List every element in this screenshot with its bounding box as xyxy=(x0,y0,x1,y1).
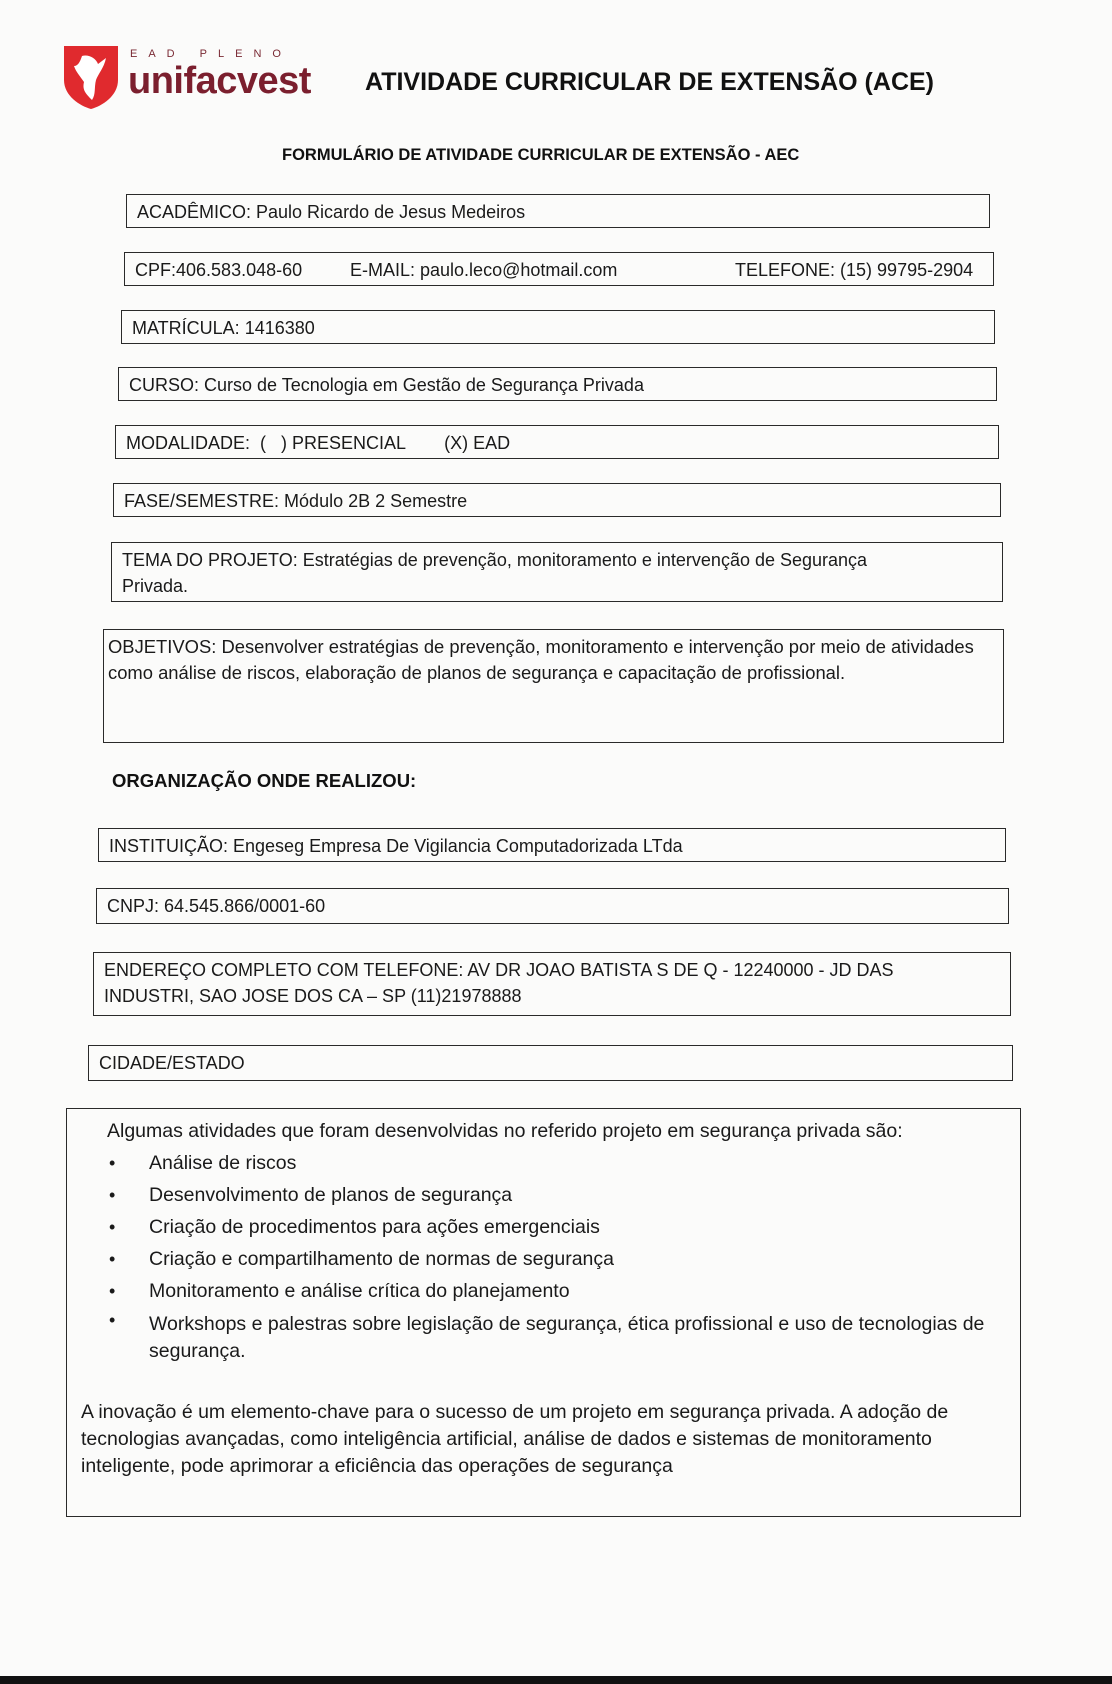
curso-value: Curso de Tecnologia em Gestão de Segurança Privada xyxy=(199,375,644,395)
objetivos-field[interactable] xyxy=(103,629,1004,743)
telefone-label: TELEFONE: xyxy=(735,260,836,280)
modalidade-ead-option[interactable]: (X) EAD xyxy=(444,433,511,453)
curso-label: CURSO: xyxy=(129,375,200,395)
modalidade-field xyxy=(115,425,999,459)
telefone-value: (15) 99795-2904 xyxy=(835,260,974,280)
email-field[interactable] xyxy=(350,257,735,285)
logo-tagline: EAD PLENO xyxy=(130,48,292,60)
list-item: • Desenvolvimento de planos de segurança xyxy=(143,1179,1006,1211)
organizacao-section-title: ORGANIZAÇÃO ONDE REALIZOU: xyxy=(112,770,417,791)
objetivos-label: OBJETIVOS: xyxy=(108,636,217,657)
endereco-field[interactable] xyxy=(93,952,1011,1016)
atividades-intro: Algumas atividades que foram desenvolvidas no referido projeto em segurança privada são: xyxy=(107,1120,903,1142)
shield-logo-icon xyxy=(62,44,120,110)
endereco-value: AV DR JOAO BATISTA S DE Q - 12240000 - JD DAS INDUSTRI, SAO JOSE DOS CA – SP (11)21978888 xyxy=(104,960,894,1006)
page-title: ATIVIDADE CURRICULAR DE EXTENSÃO (ACE) xyxy=(365,68,934,96)
cidade-estado-field[interactable] xyxy=(88,1045,1013,1081)
modalidade-label: MODALIDADE: xyxy=(126,433,251,453)
cnpj-value: 64.545.866/0001-60 xyxy=(159,896,326,916)
list-item: • Criação de procedimentos para ações emergenciais xyxy=(143,1211,1006,1243)
fase-label: FASE/SEMESTRE: xyxy=(124,491,280,511)
atividades-box[interactable] xyxy=(66,1108,1021,1517)
contact-field-row xyxy=(124,252,994,286)
academico-field[interactable] xyxy=(126,194,990,228)
list-item: • Workshops e palestras sobre legislação de segurança, ética profissional e uso de tecnologias de segurança. xyxy=(143,1307,1006,1365)
objetivos-value: Desenvolver estratégias de prevenção, monitoramento e intervenção por meio de atividades como análise de riscos, elaboração de planos de segurança e capacitação de profissional. xyxy=(108,636,974,683)
modalidade-presencial-option[interactable]: ( ) PRESENCIAL xyxy=(250,433,407,453)
list-item: • Criação e compartilhamento de normas de segurança xyxy=(143,1243,1006,1275)
atividades-list xyxy=(107,1147,1006,1365)
endereco-label: ENDEREÇO COMPLETO COM TELEFONE: xyxy=(104,960,464,980)
fase-value: Módulo 2B 2 Semestre xyxy=(279,491,468,511)
inovacao-paragraph: A inovação é um elemento-chave para o sucesso de um projeto em segurança privada. A adoção de tecnologias avançadas, como inteligência artificial, análise de dados e sistemas de monitoramento inteligente, pode aprimorar a eficiência das operações de segurança xyxy=(81,1401,949,1477)
academico-value: Paulo Ricardo de Jesus Medeiros xyxy=(251,202,526,222)
instituicao-value: Engeseg Empresa De Vigilancia Computadorizada LTda xyxy=(228,836,683,856)
cpf-label: CPF: xyxy=(135,260,177,280)
cnpj-label: CNPJ: xyxy=(107,896,160,916)
tema-label: TEMA DO PROJETO: xyxy=(122,550,298,570)
matricula-label: MATRÍCULA: xyxy=(132,318,240,338)
matricula-field[interactable] xyxy=(121,310,995,344)
cpf-field[interactable] xyxy=(135,257,350,285)
page-bottom-edge xyxy=(0,1676,1112,1684)
email-value: paulo.leco@hotmail.com xyxy=(415,260,618,280)
cidade-estado-label: CIDADE/ESTADO xyxy=(99,1053,245,1073)
logo-brand-name: unifacvest xyxy=(128,60,311,102)
list-item: • Monitoramento e análise crítica do planejamento xyxy=(143,1275,1006,1307)
tema-projeto-field[interactable] xyxy=(111,542,1003,602)
unifacvest-logo xyxy=(62,44,311,110)
form-subtitle: FORMULÁRIO DE ATIVIDADE CURRICULAR DE EXTENSÃO - AEC xyxy=(282,146,800,164)
tema-value: Estratégias de prevenção, monitoramento e intervenção de Segurança Privada. xyxy=(122,550,868,596)
fase-semestre-field[interactable] xyxy=(113,483,1001,517)
matricula-value: 1416380 xyxy=(239,318,315,338)
telefone-field[interactable] xyxy=(735,257,973,285)
instituicao-label: INSTITUIÇÃO: xyxy=(109,836,229,856)
email-label: E-MAIL: xyxy=(350,260,416,280)
curso-field[interactable] xyxy=(118,367,997,401)
list-item: • Análise de riscos xyxy=(143,1147,1006,1179)
cnpj-field[interactable] xyxy=(96,888,1009,924)
academico-label: ACADÊMICO: xyxy=(137,202,252,222)
cpf-value: 406.583.048-60 xyxy=(176,260,303,280)
instituicao-field[interactable] xyxy=(98,828,1006,862)
